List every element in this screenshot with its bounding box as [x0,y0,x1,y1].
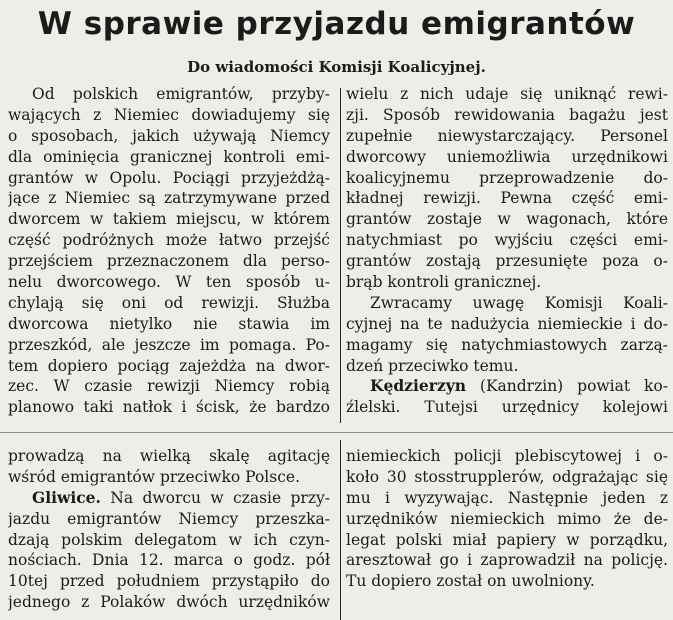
text-line: tem dopiero pociąg zajeżdża na dwor- [8,356,330,375]
text-line: Zwracamy uwagę Komisji Koali- [370,293,668,312]
text-line: część podróżnych może łatwo przejść [8,231,330,250]
text-line: magamy się natychmiastowych zarzą- [346,335,668,354]
text-line [346,376,668,397]
text-line: grantów w Opolu. Pociągi przyjeżdżą- [8,168,330,187]
text-line: nelu dworcowego. W ten sposób u- [8,273,330,292]
text-line: jazdu emigrantów Niemcy przeszka- [8,509,330,528]
subhead: Do wiadomości Komisji Koalicyjnej. [187,58,486,76]
text-line: kładnej rewizji. Pewna część emi- [346,189,668,208]
text-line: dworcowy uniemożliwia urzędnikowi [346,147,668,166]
text-line: Tu dopiero został on uwolniony. [346,572,595,591]
text-line: niemieckich policji plebiscytowej i o- [346,447,668,465]
column-divider-bottom [340,440,341,620]
text-line: wielu z nich udaje się uniknąć rewi- [346,85,668,103]
text-line: zji. Sposób rewidowania bagażu jest [346,105,668,124]
text-line: 10tej przed południem przystąpiło do [8,572,330,591]
text-line: grantów zostaje w wagonach, które [346,210,668,229]
text-line: koło 30 stosstrupplerów, odgrażając się [346,467,668,486]
text-line: dzeń przeciwko temu. [346,356,519,375]
text-line: nościach. Dnia 12. marca o godz. pół [8,551,330,570]
text-line: o sposobach, jakich używają Niemcy [8,126,330,145]
text-line: jące z Niemiec są zatrzymywane przed [8,189,330,208]
text-line: jednego z Polaków dwóch urzędników [8,593,330,612]
text-line: chylają się oni od rewizji. Służba [8,293,330,312]
text-line: źlelski. Tutejsi urzędnicy kolejowi [346,398,668,417]
place-name-kedzierzyn: Kędzierzyn [370,376,466,396]
text-line: dworcowa nietylko nie stawia im [8,314,330,333]
text-fragment: (Kandrzin) powiat ko- [465,377,668,396]
section-divider [0,432,673,433]
text-line: dzają polskim delegatom w ich czyn- [8,530,330,549]
text-line: przejściem przeznaczonem dla perso- [8,252,330,271]
headline: W sprawie przyjazdu emigrantów [37,6,636,42]
text-line: zupełnie niewystarczający. Personel [346,126,668,145]
text-fragment: Na dworcu w czasie przy- [100,488,330,507]
text-line: natychmiast po wyjściu części emi- [346,231,668,250]
place-name-gliwice: Gliwice. [32,487,101,507]
text-line: planowo taki natłok i ścisk, że bardzo [8,398,330,417]
text-line: zec. W czasie rewizji Niemcy robią [8,377,330,396]
text-line: dla ominięcia granicznej kontroli emi- [8,147,330,166]
text-line [8,488,330,509]
text-line: wśród emigrantów przeciwko Polsce. [8,467,301,486]
text-line: urzędników niemieckich mimo że de- [346,509,668,528]
text-line: mu i wyzywając. Następnie jeden z [346,488,668,507]
text-line: cyjnej na te nadużycia niemieckie i do- [346,314,668,333]
text-line: wających z Niemiec dowiadujemy się [8,105,330,124]
text-line: prowadzą na wielką skalę agitację [8,447,330,465]
text-line: aresztował go i zaprowadził na policję. [346,551,668,570]
column-divider-top [340,88,341,423]
block1-left-column [8,84,330,418]
text-line: grantów zostają przesunięte poza o- [346,252,668,271]
text-line: Od polskich emigrantów, przyby- [32,85,330,103]
text-line: legat polski miał papiery w porządku, [346,530,668,549]
block2-right-column [346,446,668,592]
text-line: dworcem w takiem miejscu, w którem [8,210,330,229]
block1-right-column [346,84,668,418]
block2-left-column [8,446,330,613]
text-line: brąb kontroli granicznej. [346,273,542,292]
text-line: koalicyjnemu przeprowadzenie do- [346,168,668,187]
text-line: przeszkód, ale jeszcze im pomaga. Po- [8,335,330,354]
